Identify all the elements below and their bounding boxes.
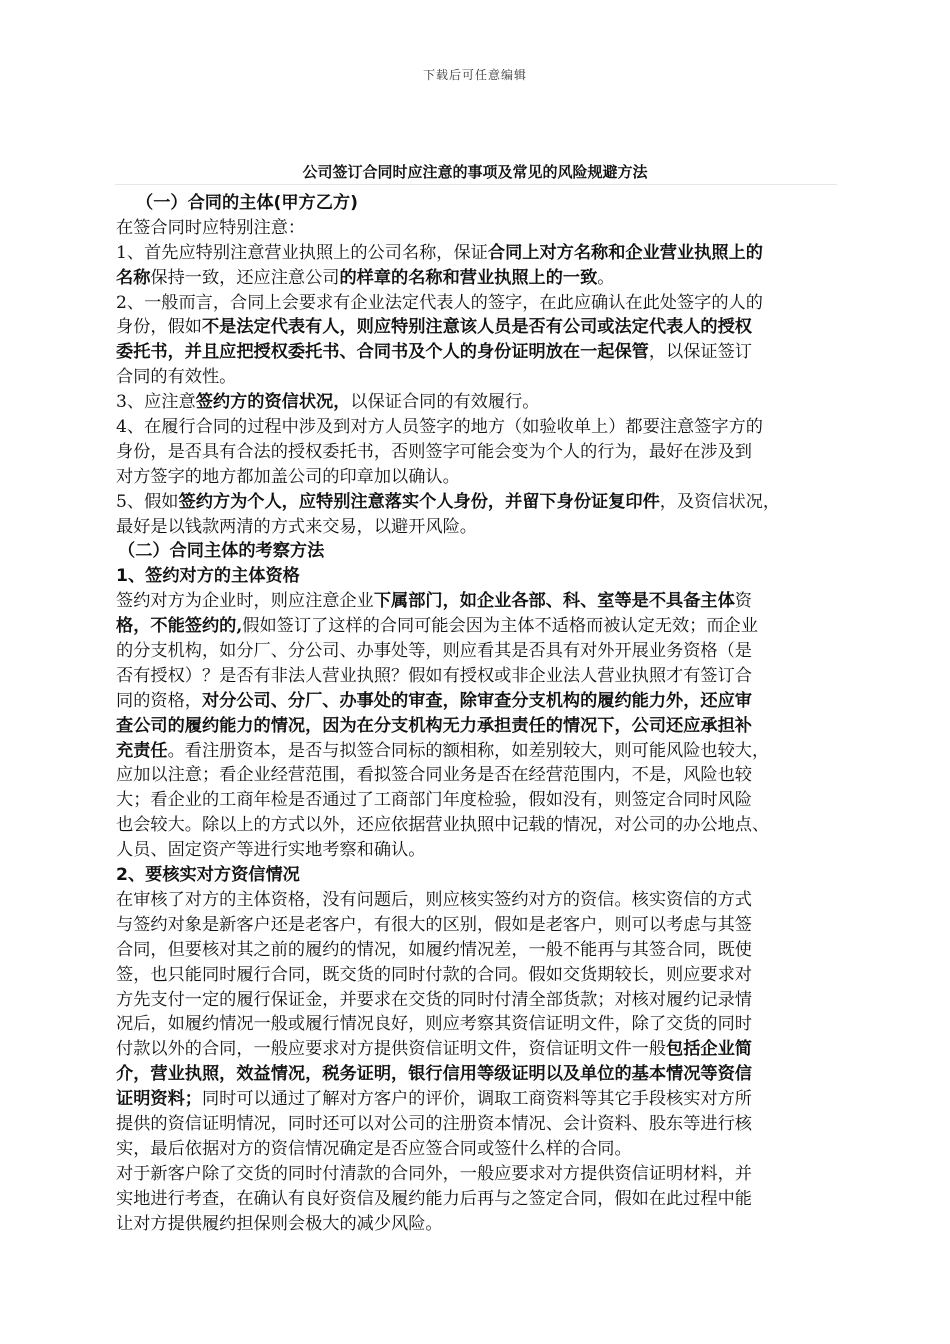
bold-text: 委托书，并且应把授权委托书、合同书及个人的身份证明放在一起保管 [116, 342, 649, 363]
paragraph-line [116, 390, 846, 415]
paragraph-line [116, 315, 846, 340]
paragraph-line [116, 490, 846, 515]
paragraph-line [116, 614, 846, 639]
header-note: 下载后可任意编辑 [422, 68, 527, 82]
text-run: 。看注册资本，是否与拟签合同标的额相称，如差别较大，则可能风险也较大， [167, 740, 770, 761]
subsection-heading: 1、签约对方的主体资格 [116, 566, 300, 587]
paragraph-line [116, 589, 846, 614]
text-run: 5、假如 [116, 491, 179, 512]
bold-text: 合同上对方名称和企业营业执照上的 [487, 242, 763, 263]
text-run: 资 [734, 591, 752, 612]
text-run: 同时可以通过了解对方客户的评价，调取工商资料等其它手段核实对方所 [201, 1089, 752, 1110]
paragraph-line [116, 266, 846, 291]
paragraph-line: 让对方提供履约担保则会极大的减少风险。 [116, 1213, 443, 1234]
subsection-heading: 2、要核实对方资信情况 [116, 865, 300, 886]
text-run: 。 [597, 267, 615, 288]
bold-text: 包括企业简 [666, 1039, 752, 1060]
paragraph-line [116, 714, 846, 739]
paragraph-line [116, 1062, 846, 1087]
paragraph-line: 应加以注意；看企业经营范围，看拟签合同业务是否在经营范围内，不是，风险也较 [116, 765, 752, 786]
paragraph-line: 最好是以钱款两清的方式来交易，以避开风险。 [116, 516, 477, 537]
bold-text: 格，不能签约的, [116, 616, 243, 637]
paragraph-line: 与签约对象是新客户还是老客户，有很大的区别，假如是老客户，则可以考虑与其签 [116, 914, 752, 935]
bold-text: 查公司的履约能力的情况，因为在分支机构无力承担责任的情况下，公司还应承担补 [116, 715, 752, 736]
bold-text: 下属部门，如企业各部、科、室等是不具备主体 [373, 591, 735, 612]
text-run: 3、应注意 [116, 392, 196, 413]
paragraph-line: 大；看企业的工商年检是否通过了工商部门年度检验，假如没有，则签定合同时风险 [116, 790, 752, 811]
text-run: 付款以外的合同，一般应要求对方提供资信证明文件，资信证明文件一般 [116, 1039, 667, 1060]
bold-text: 签约方的资信状况， [195, 392, 351, 413]
paragraph-line: 对于新客户除了交货的同时付清款的合同外，一般应要求对方提供资信证明材料，并 [116, 1163, 752, 1184]
text-run: 以保证合同的有效履行。 [350, 392, 540, 413]
text-run: 假如签订了这样的合同可能会因为主体不适格而被认定无效；而企业 [242, 616, 758, 637]
paragraph-line: 签，也只能同时履行合同，既交货的同时付款的合同。假如交货期较长，则应要求对 [116, 964, 752, 985]
paragraph-line: 也会较大。除以上的方式以外，还应依据营业执照中记载的情况，对公司的办公地点、 [116, 815, 770, 836]
bold-text: 充责任 [116, 740, 168, 761]
paragraph-line: 4、在履行合同的过程中涉及到对方人员签字的地方（如验收单上）都要注意签字方的 [116, 417, 763, 438]
paragraph-line: 合同，但要核对其之前的履约的情况，如履约情况差，一般不能再与其签合同，既使 [116, 939, 752, 960]
text-run: ，及资信状况， [659, 491, 781, 512]
paragraph-line: 在签合同时应特别注意： [116, 217, 306, 238]
text-run: 保持一致，还应注意公司 [150, 267, 340, 288]
paragraph-line: 实地进行考查，在确认有良好资信及履约能力后再与之签定合同，假如在此过程中能 [116, 1188, 752, 1209]
text-run: 1、首先应特别注意营业执照上的公司名称，保证 [116, 242, 488, 263]
text-run: 身份，假如 [116, 317, 202, 338]
section-heading: （二）合同主体的考察方法 [118, 541, 325, 562]
bold-text: 证明资料； [116, 1089, 202, 1110]
bold-text: 不是法定代表有人，则应特别注意该人员是否有公司或法定代表人的授权 [201, 317, 752, 338]
text-run: ，以保证签订 [648, 342, 752, 363]
paragraph-line [116, 1087, 846, 1112]
paragraph-line: 否有授权）？是否有非法人营业执照？假如有授权或非企业法人营业执照才有签订合 [116, 665, 752, 686]
document-title: 公司签订合同时应注意的事项及常见的风险规避方法 [302, 163, 648, 181]
paragraph-line [116, 340, 846, 365]
paragraph-line: 对方签字的地方都加盖公司的印章加以确认。 [116, 466, 460, 487]
section-heading: （一）合同的主体(甲方乙方) [136, 193, 358, 213]
paragraph-line: 实，最后依据对方的资信情况确定是否应签合同或签什么样的合同。 [116, 1138, 632, 1159]
paragraph-line [116, 739, 846, 764]
paragraph-line: 的分支机构，如分厂、分公司、办事处等，则应看其是否具有对外开展业务资格（是 [116, 641, 752, 662]
paragraph-line [116, 689, 846, 714]
paragraph-line: 况后，如履约情况一般或履行情况良好，则应考察其资信证明文件，除了交货的同时 [116, 1014, 752, 1035]
paragraph-line: 合同的有效性。 [116, 367, 237, 388]
paragraph-line: 方先支付一定的履行保证金，并要求在交货的同时付清全部货款；对核对履约记录情 [116, 989, 752, 1010]
bold-text: 介，营业执照，效益情况，税务证明，银行信用等级证明以及单位的基本情况等资信 [116, 1064, 752, 1085]
paragraph-line [116, 1037, 846, 1062]
paragraph-line: 在审核了对方的主体资格，没有问题后，则应核实签约对方的资信。核实资信的方式 [116, 889, 752, 910]
bold-text: 对分公司、分厂、办事处的审查，除审查分支机构的履约能力外，还应审 [201, 690, 752, 711]
bold-text: 的样章的名称和营业执照上的一致 [339, 267, 598, 288]
document-body [116, 191, 846, 1236]
paragraph-line: 身份，是否具有合法的授权委托书，否则签字可能会变为个人的行为，最好在涉及到 [116, 441, 752, 462]
bold-text: 签约方为个人，应特别注意落实个人身份，并留下身份证复印件 [178, 491, 660, 512]
paragraph-line [116, 241, 846, 266]
paragraph-line: 2、一般而言，合同上会要求有企业法定代表人的签字，在此应确认在此处签字的人的 [116, 292, 763, 313]
text-run: 同的资格， [116, 690, 202, 711]
paragraph-line: 人员、固定资产等进行实地考察和确认。 [116, 840, 426, 861]
text-run: 签约对方为企业时，则应注意企业 [116, 591, 374, 612]
title-divider [115, 184, 837, 185]
paragraph-line: 提供的资信证明情况，同时还可以对公司的注册资本情况、会计资料、股东等进行核 [116, 1113, 752, 1134]
bold-text: 名称 [116, 267, 151, 288]
